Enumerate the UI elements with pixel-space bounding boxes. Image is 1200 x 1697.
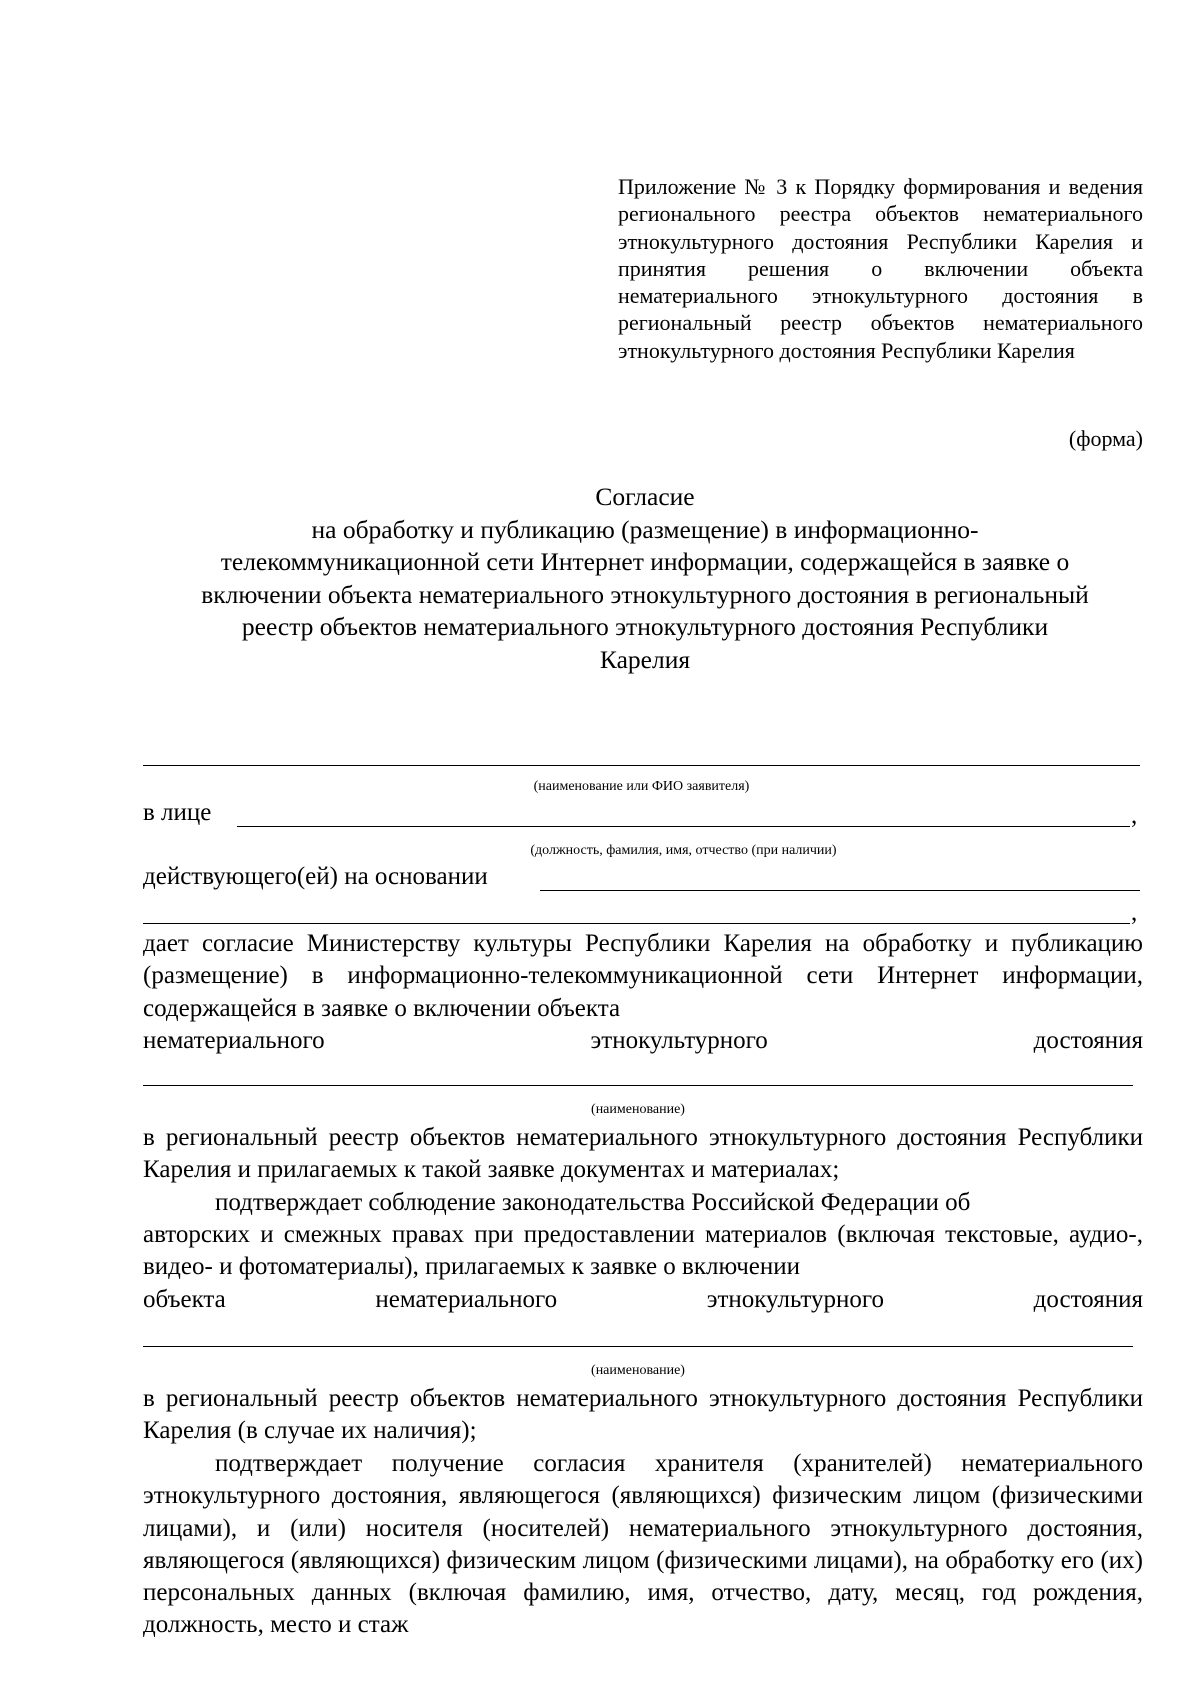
applicant-caption: (наименование или ФИО заявителя): [533, 779, 750, 794]
title-line: реестр объектов нематериального этнокультурного достояния Республики: [241, 612, 1049, 641]
annex-header: Приложение № 3 к Порядку формирования и ведения регионального реестра объектов нематериального этнокультурного достояния Республики Карелия и принятия решения о включении объекта нематериального этнокультурного достояния в региональный реестр объектов нематериального этнокультурного достояния Республики Карелия: [618, 174, 1143, 363]
word: нематериального: [375, 1286, 558, 1313]
word: достояния: [1033, 1286, 1143, 1313]
comma: ,: [1131, 899, 1138, 926]
consent-paragraph: дает согласие Министерству культуры Республики Карелия на обработку и публикацию (размещение) в информационно-телекоммуникационной сети Интернет информации, содержащейся в заявке о включении объекта: [143, 930, 1143, 1022]
word: нематериального: [143, 1027, 325, 1054]
word: объекта: [143, 1286, 226, 1313]
title-line: на обработку и публикацию (размещение) в информационно-: [311, 514, 979, 544]
acting-basis-label: действующего(ей) на основании: [143, 863, 488, 890]
registry-paragraph: в региональный реестр объектов нематериального этнокультурного достояния Республики Карелия и прилагаемых к такой заявке документах и материалах;: [143, 1124, 1143, 1184]
title-line: телекоммуникационной сети Интернет информации, содержащейся в заявке о: [220, 547, 1070, 576]
comma: ,: [1131, 802, 1138, 829]
title-heading: Согласие: [595, 482, 695, 511]
basis-field-line-2[interactable]: [143, 923, 1130, 924]
keeper-consent-paragraph: подтверждает получение согласия хранителя (хранителей) нематериального этнокультурного достояния, являющегося (являющихся) физическим лицом (физическими лицами), и (или) носителя (носителей) нематериального этнокультурного достояния, являющегося (являющихся) физическим лицом (физическими лицами), на обработку его (их) персональных данных (включая фамилию, имя, отчество, дату, месяц, год рождения, должность, место и стаж: [143, 1450, 1143, 1639]
in-person-label: в лице: [143, 799, 212, 826]
consent-paragraph-last-line: [143, 1025, 1143, 1057]
word: достояния: [1033, 1027, 1143, 1054]
name-caption: (наименование): [591, 1363, 685, 1378]
name-caption: (наименование): [591, 1102, 685, 1117]
copyright-paragraph-first-line: подтверждает соблюдение законодательства Российской Федерации об: [215, 1189, 971, 1216]
position-caption: (должность, фамилия, имя, отчество (при наличии): [530, 843, 837, 858]
form-mark: (форма): [1068, 426, 1143, 451]
object-name-field-line-2[interactable]: [143, 1346, 1133, 1347]
document-title: [130, 481, 1160, 676]
title-line: Карелия: [599, 644, 691, 674]
copyright-paragraph: авторских и смежных правах при предоставлении материалов (включая текстовые, аудио-, видео- и фотоматериалы), прилагаемых к заявке о включении: [143, 1221, 1143, 1281]
word: этнокультурного: [706, 1286, 884, 1313]
title-line: включении объекта нематериального этнокультурного достояния в региональный: [201, 579, 1089, 609]
word: этнокультурного: [590, 1027, 768, 1054]
basis-field-line[interactable]: [540, 890, 1140, 891]
object-name-field-line[interactable]: [143, 1085, 1133, 1086]
in-person-field-line[interactable]: [237, 826, 1130, 827]
registry-paragraph-2: в региональный реестр объектов нематериального этнокультурного достояния Республики Карелия (в случае их наличия);: [143, 1385, 1143, 1445]
copyright-paragraph-last-line: [143, 1284, 1143, 1316]
applicant-field-line[interactable]: [143, 765, 1140, 766]
